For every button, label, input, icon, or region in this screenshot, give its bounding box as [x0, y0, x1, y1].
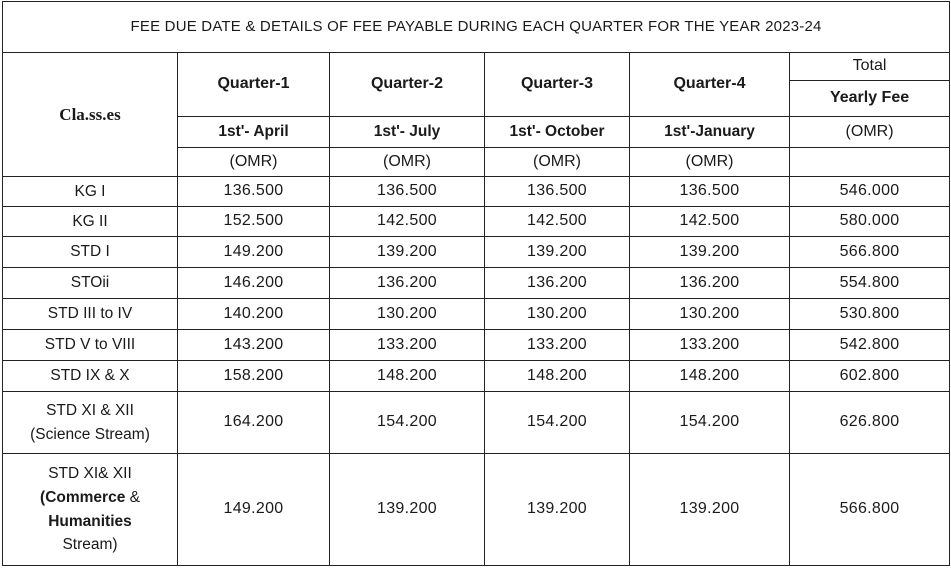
class-line: STD XI & XII: [46, 401, 134, 419]
yearly-fee: 626.800: [790, 392, 950, 454]
quarter-2-unit: (OMR): [330, 148, 485, 177]
class-line: [3, 486, 177, 510]
table-row: [3, 177, 950, 207]
quarter-3-fee: 136.500: [485, 177, 630, 207]
table-row: [3, 299, 950, 330]
table-row: [3, 268, 950, 299]
quarter-2-fee: 139.200: [330, 454, 485, 566]
quarter-4-date: 1st'-January: [630, 117, 790, 148]
quarter-2-fee: 142.500: [330, 207, 485, 237]
class-cell: STOii: [3, 268, 178, 299]
quarter-3-fee: 133.200: [485, 330, 630, 361]
table-row: [3, 392, 950, 454]
quarter-4-fee: 136.200: [630, 268, 790, 299]
quarter-3-fee: 139.200: [485, 237, 630, 268]
class-cell: [3, 392, 178, 454]
yearly-fee: 566.800: [790, 454, 950, 566]
quarter-2-header: Quarter-2: [330, 53, 485, 117]
quarter-2-date: 1st'- July: [330, 117, 485, 148]
yearly-fee: 566.800: [790, 237, 950, 268]
quarter-4-fee: 133.200: [630, 330, 790, 361]
quarter-4-unit: (OMR): [630, 148, 790, 177]
quarter-4-fee: 139.200: [630, 237, 790, 268]
quarter-3-fee: 130.200: [485, 299, 630, 330]
quarter-1-fee: 164.200: [178, 392, 330, 454]
total-header-top: Total: [790, 53, 950, 81]
table-title: FEE DUE DATE & DETAILS OF FEE PAYABLE DURING EACH QUARTER FOR THE YEAR 2023-24: [3, 2, 950, 53]
total-unit: (OMR): [790, 117, 950, 148]
class-line: STD XI& XII: [48, 464, 132, 482]
table-row: [3, 237, 950, 268]
class-line-bold: (Commerce: [40, 488, 126, 506]
class-line: Stream): [62, 536, 118, 554]
quarter-2-fee: 130.200: [330, 299, 485, 330]
quarter-1-unit: (OMR): [178, 148, 330, 177]
yearly-fee: 546.000: [790, 177, 950, 207]
quarter-4-fee: 130.200: [630, 299, 790, 330]
class-cell: STD I: [3, 237, 178, 268]
class-cell: KG I: [3, 177, 178, 207]
quarter-1-fee: 136.500: [178, 177, 330, 207]
table-row: [3, 207, 950, 237]
quarter-4-header: Quarter-4: [630, 53, 790, 117]
quarter-2-fee: 136.200: [330, 268, 485, 299]
quarter-1-fee: 149.200: [178, 454, 330, 566]
quarter-2-fee: 136.500: [330, 177, 485, 207]
table-row: [3, 454, 950, 566]
yearly-fee: 530.800: [790, 299, 950, 330]
quarter-2-fee: 139.200: [330, 237, 485, 268]
quarter-1-date: 1st'- April: [178, 117, 330, 148]
quarter-3-fee: 139.200: [485, 454, 630, 566]
yearly-fee: 542.800: [790, 330, 950, 361]
yearly-fee-header: Yearly Fee: [790, 81, 950, 117]
quarter-4-fee: 142.500: [630, 207, 790, 237]
quarter-1-fee: 158.200: [178, 361, 330, 392]
quarter-3-fee: 148.200: [485, 361, 630, 392]
class-line-amp: &: [125, 488, 140, 506]
class-line: Humanities: [48, 512, 132, 530]
class-cell: STD IX & X: [3, 361, 178, 392]
class-cell: STD III to IV: [3, 299, 178, 330]
quarter-4-fee: 136.500: [630, 177, 790, 207]
quarter-2-fee: 133.200: [330, 330, 485, 361]
quarter-4-fee: 148.200: [630, 361, 790, 392]
quarter-2-fee: 148.200: [330, 361, 485, 392]
quarter-3-header: Quarter-3: [485, 53, 630, 117]
quarter-1-fee: 146.200: [178, 268, 330, 299]
total-unit-blank: [790, 148, 950, 177]
yearly-fee: 602.800: [790, 361, 950, 392]
quarter-4-fee: 154.200: [630, 392, 790, 454]
quarter-3-unit: (OMR): [485, 148, 630, 177]
table-row: [3, 330, 950, 361]
quarter-1-header: Quarter-1: [178, 53, 330, 117]
quarter-1-fee: 143.200: [178, 330, 330, 361]
quarter-1-fee: 140.200: [178, 299, 330, 330]
quarter-1-fee: 149.200: [178, 237, 330, 268]
class-cell: KG II: [3, 207, 178, 237]
quarter-1-fee: 152.500: [178, 207, 330, 237]
yearly-fee: 554.800: [790, 268, 950, 299]
quarter-3-fee: 154.200: [485, 392, 630, 454]
quarter-3-fee: 136.200: [485, 268, 630, 299]
quarter-4-fee: 139.200: [630, 454, 790, 566]
fee-table: [2, 1, 950, 566]
class-cell: [3, 454, 178, 566]
quarter-3-fee: 142.500: [485, 207, 630, 237]
classes-header: Cla.ss.es: [3, 53, 178, 177]
quarter-3-date: 1st'- October: [485, 117, 630, 148]
class-cell: STD V to VIII: [3, 330, 178, 361]
yearly-fee: 580.000: [790, 207, 950, 237]
class-line: (Science Stream): [30, 425, 150, 443]
quarter-2-fee: 154.200: [330, 392, 485, 454]
table-row: [3, 361, 950, 392]
fee-table-document: [2, 1, 949, 577]
